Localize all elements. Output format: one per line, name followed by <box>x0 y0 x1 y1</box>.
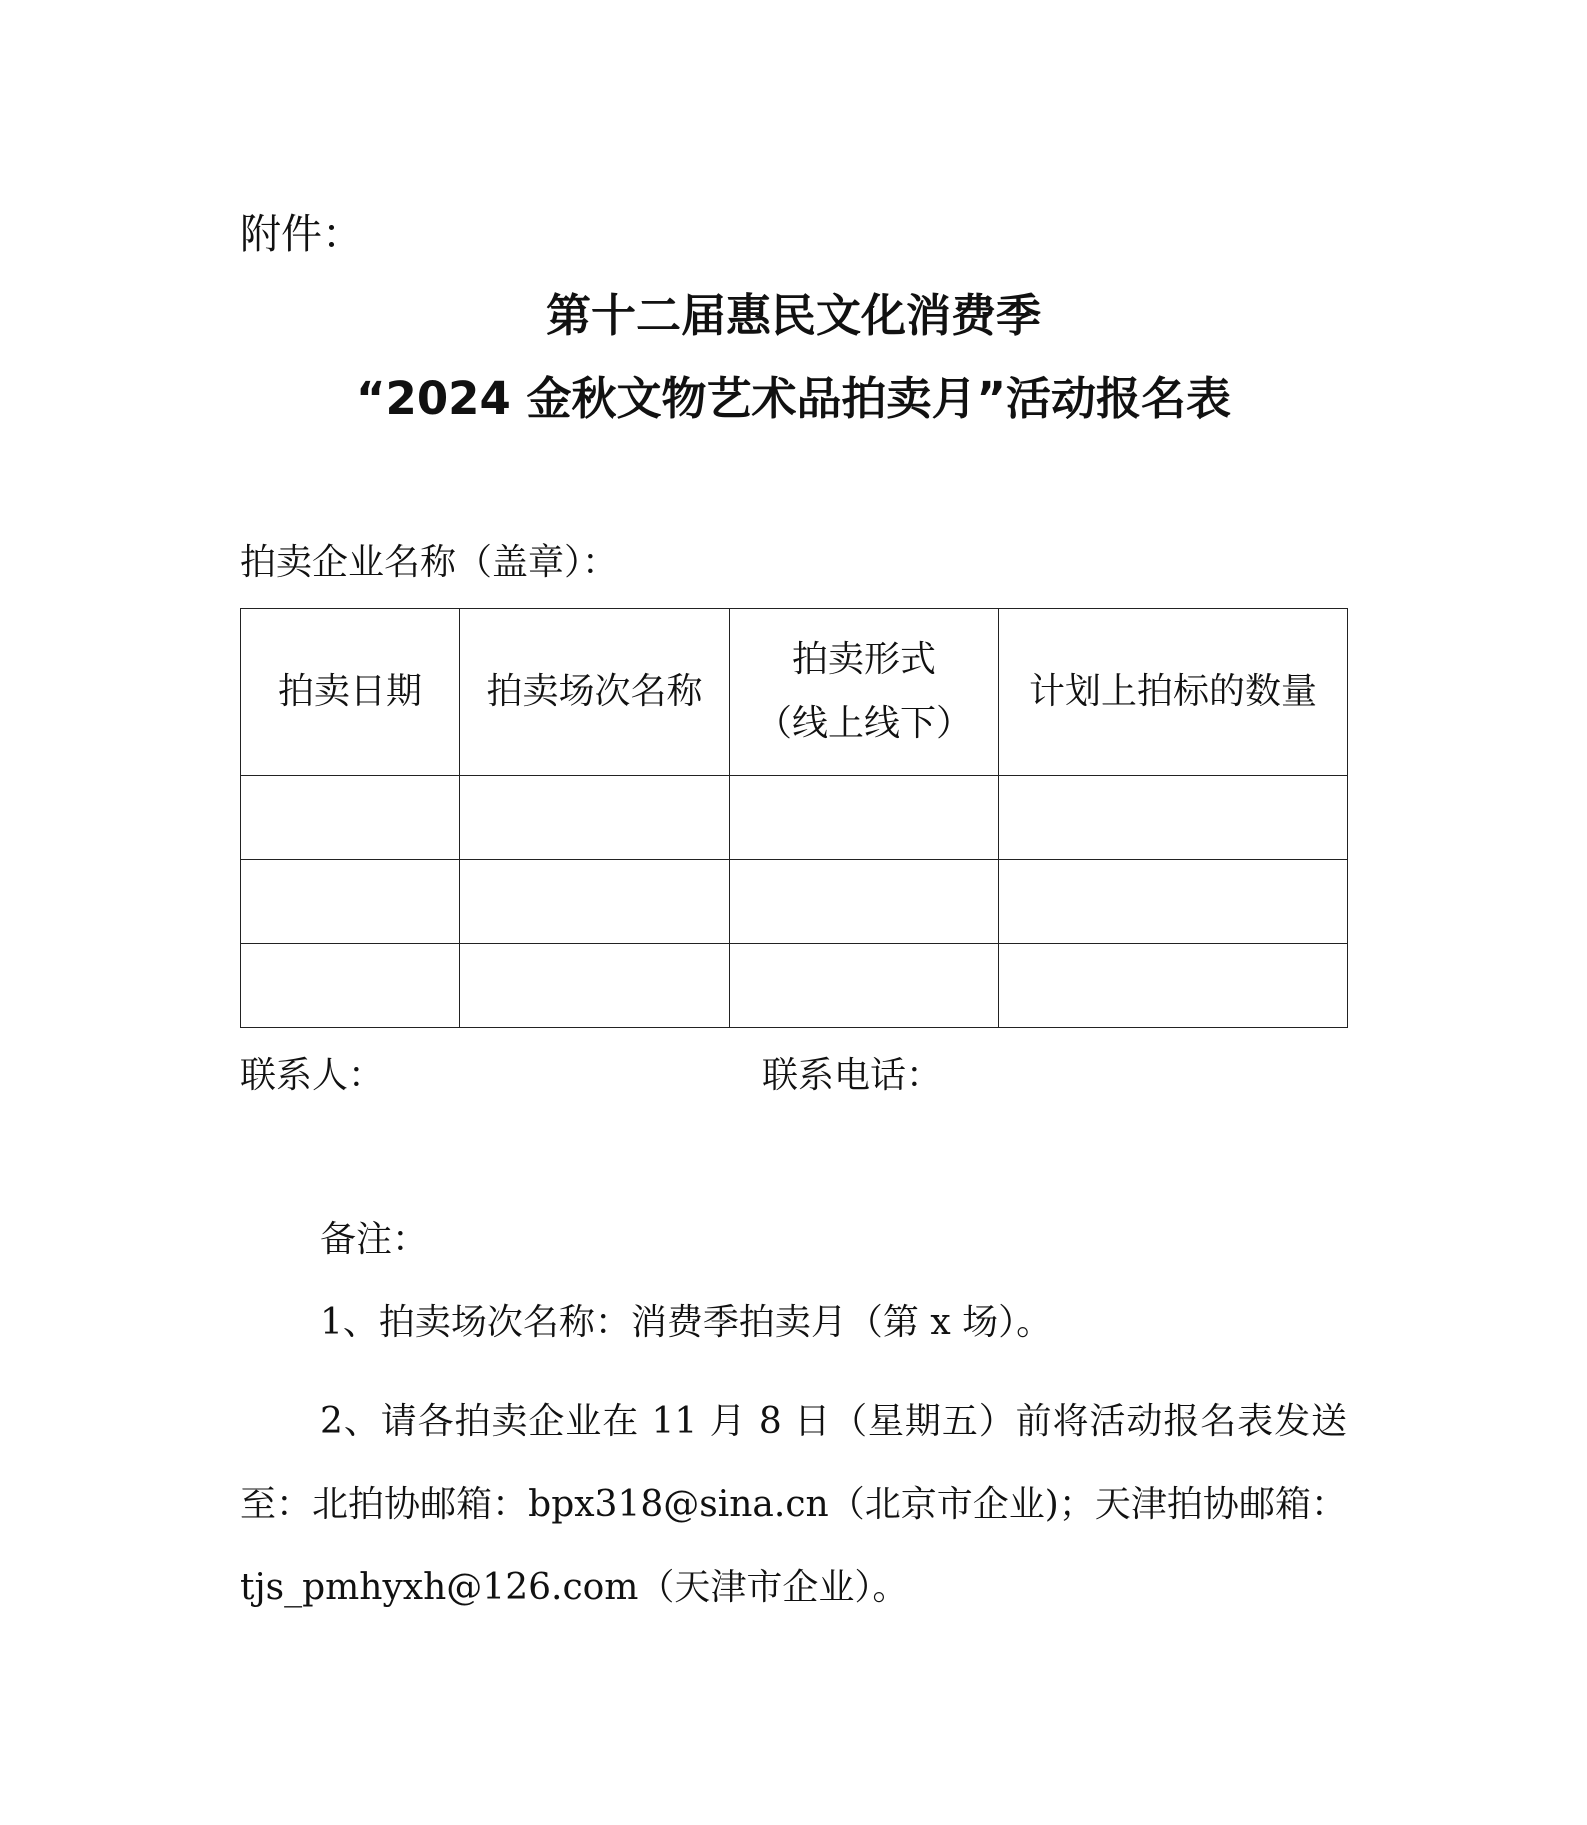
notes-title: 备注： <box>320 1219 429 1260</box>
form-title-line2: “2024 金秋文物艺术品拍卖月”活动报名表 <box>355 372 1232 425</box>
table-cell[interactable] <box>999 860 1348 944</box>
table-cell[interactable] <box>730 860 999 944</box>
header-auction-format-subtext: （线上线下） <box>755 703 972 744</box>
table-row <box>241 776 1348 860</box>
table-cell[interactable] <box>460 860 730 944</box>
table-cell[interactable] <box>241 776 460 860</box>
table-row <box>241 860 1348 944</box>
header-session-name <box>460 609 730 776</box>
table-cell[interactable] <box>730 944 999 1028</box>
contact-person-label: 联系人： <box>240 1055 385 1096</box>
header-auction-format-text: 拍卖形式 <box>791 639 936 680</box>
table-cell[interactable] <box>460 776 730 860</box>
attachment-label: 附件： <box>240 210 363 258</box>
table-cell[interactable] <box>999 776 1348 860</box>
table-cell[interactable] <box>241 860 460 944</box>
header-lot-quantity-text: 计划上拍标的数量 <box>1028 671 1317 712</box>
header-auction-format <box>730 609 999 776</box>
table-cell[interactable] <box>730 776 999 860</box>
header-session-name-text: 拍卖场次名称 <box>486 671 703 712</box>
header-auction-date <box>241 609 460 776</box>
note-item-1: 1、拍卖场次名称：消费季拍卖月（第 x 场）。 <box>320 1302 1053 1343</box>
table-cell[interactable] <box>241 944 460 1028</box>
header-auction-date-text: 拍卖日期 <box>277 671 422 712</box>
registration-table <box>240 608 1348 1028</box>
table-row <box>241 944 1348 1028</box>
header-lot-quantity <box>999 609 1348 776</box>
table-cell[interactable] <box>460 944 730 1028</box>
table-cell[interactable] <box>999 944 1348 1028</box>
company-name-label: 拍卖企业名称（盖章）： <box>240 542 619 583</box>
note-item-2: 2、请各拍卖企业在 11 月 8 日（星期五）前将活动报名表发送至：北拍协邮箱：bpx318@sina.cn（北京市企业)；天津拍协邮箱：tjs_pmhyxh@126.com（天津市企业）。 <box>240 1401 1347 1608</box>
table-header-row <box>241 609 1348 776</box>
form-title-line1: 第十二届惠民文化消费季 <box>545 289 1041 342</box>
contact-phone-label: 联系电话： <box>762 1055 943 1096</box>
